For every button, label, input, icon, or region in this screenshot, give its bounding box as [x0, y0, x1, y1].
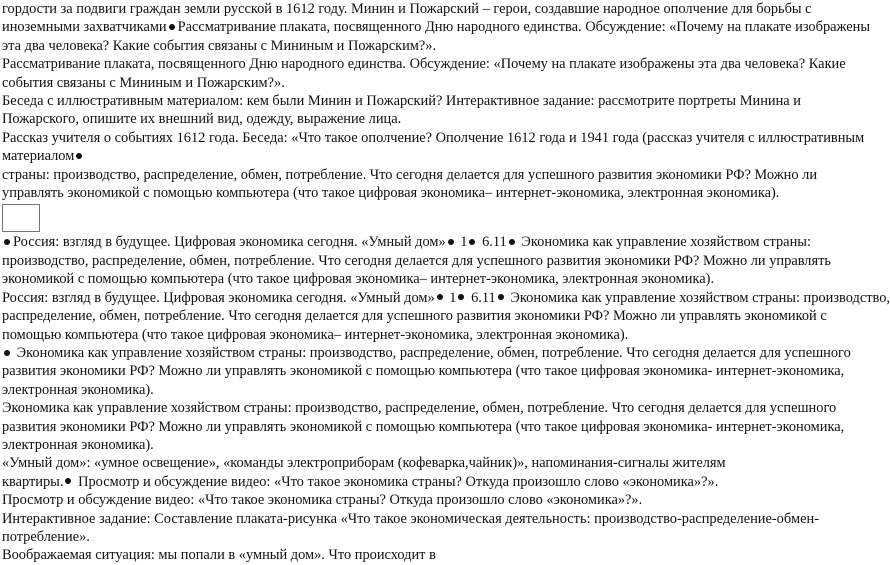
text-line: производство, распределение, обмен, потребление. Что сегодня делается для успешного развития экономики РФ? Можно ли управлять — [2, 252, 831, 269]
bullet-icon — [437, 294, 443, 300]
text-line: развития экономики РФ? Можно ли управлять экономикой с помощью компьютера (что такое цифровая экономика- интернет-экономика, — [2, 418, 845, 435]
text-line — [2, 147, 814, 165]
bullet-icon — [65, 478, 71, 484]
text-line: развития экономики РФ? Можно ли управлять экономикой с помощью компьютера (что такое цифровая экономика- интернет-экономика, — [2, 363, 845, 380]
text-line: экономикой с помощью компьютера (что такое цифровая экономика– интернет-экономика, электронная экономика). — [2, 271, 715, 288]
bullet-icon — [4, 350, 10, 356]
text-line — [2, 233, 814, 251]
text-line: электронная экономика). — [2, 436, 154, 453]
text-line: электронная экономика). — [2, 381, 154, 398]
text-line: Пожарского, опишите их внешний вид, одежду, выражение лица. — [2, 111, 402, 128]
text-line: Беседа с иллюстративным материалом: кем были Минин и Пожарский? Интерактивное задание: рассмотрите портреты Минина и — [2, 93, 801, 110]
text-fragment: квартиры. — [2, 473, 64, 490]
text-line: потребление». — [2, 528, 90, 545]
bullet-icon — [76, 153, 82, 159]
text-line: Рассказ учителя о событиях 1612 года. Беседа: «Что такое ополчение? Ополчение 1612 года и 1941 года (рассказ учителя с иллюстративным — [2, 129, 865, 146]
bullet-icon — [498, 294, 504, 300]
text-line — [2, 344, 851, 362]
text-line: Рассматривание плаката, посвященного Дню народного единства. Обсуждение: «Почему на плакате изображены эта два человека? Какие — [2, 56, 846, 73]
text-fragment: иноземными захватчиками — [2, 19, 167, 36]
text-line: помощью компьютера (что такое цифровая экономика– интернет-экономика, электронная экономика). — [2, 326, 629, 343]
empty-frame — [2, 204, 40, 232]
bullet-icon — [458, 294, 464, 300]
text-line: гордости за подвиги граждан земли русской в 1612 году. Минин и Пожарский – герои, создавшие народное ополчение для борьбы с — [2, 1, 812, 17]
text-line: распределение, обмен, потребление. Что сегодня делается для успешного развития экономики РФ? Можно ли управлять экономикой с — [2, 308, 827, 325]
text-fragment: Россия: взгляд в будущее. Цифровая экономика сегодня. «Умный дом» — [13, 234, 446, 251]
bullet-icon — [469, 239, 475, 245]
text-line: страны: производство, распределение, обмен, потребление. Что сегодня делается для успешного развития экономики РФ? Можно ли — [2, 166, 818, 183]
text-line — [2, 289, 890, 307]
text-line: Экономика как управление хозяйством страны: производство, распределение, обмен, потребление. Что сегодня делается для успешного — [2, 400, 837, 417]
text-line: Просмотр и обсуждение видео: «Что такое экономика страны? Откуда произошло слово «экономика»?». — [2, 492, 643, 509]
text-line: Воображаемая ситуация: мы попали в «умный дом». Что происходит в — [2, 547, 436, 564]
text-line: управлять экономикой с помощью компьютера (что такое цифровая экономика– интернет-экономика, электронная экономика). — [2, 185, 780, 202]
text-line: события связаны с Мининым и Пожарским?». — [2, 74, 285, 91]
text-line: эта два человека? Какие события связаны с Мининым и Пожарским?». — [2, 37, 437, 54]
text-line: «Умный дом»: «умное освещение», «команды электроприборам (кофеварка,чайник)», напоминания-сигналы жителям — [2, 455, 726, 472]
text-line — [2, 473, 814, 491]
text-fragment: Рассматривание плаката, посвященного Дню народного единства. Обсуждение: «Почему на плакате изображены — [177, 19, 871, 36]
text-line: Интерактивное задание: Составление плаката-рисунка «Что такое экономическая деятельность: производство-распределение-обмен- — [2, 510, 820, 527]
bullet-icon — [509, 239, 515, 245]
text-fragment: 1 — [449, 289, 457, 306]
text-line — [2, 18, 871, 36]
text-fragment: Экономика как управление хозяйством страны: — [521, 234, 811, 251]
bullet-icon — [169, 24, 175, 30]
bullet-icon — [4, 239, 10, 245]
text-fragment: 6.11 — [471, 289, 496, 306]
text-fragment: материалом — [2, 148, 75, 165]
text-fragment: Просмотр и обсуждение видео: «Что такое экономика страны? Откуда произошло слово «экономика»?». — [78, 473, 719, 490]
text-fragment: Россия: взгляд в будущее. Цифровая экономика сегодня. «Умный дом» — [2, 289, 435, 306]
text-fragment: Экономика как управление хозяйством страны: производство, — [510, 289, 890, 306]
text-fragment: 1 — [460, 234, 468, 251]
text-fragment: Экономика как управление хозяйством страны: производство, распределение, обмен, потребление. Что сегодня делается для успешного — [16, 344, 851, 361]
bullet-icon — [448, 239, 454, 245]
text-fragment: 6.11 — [482, 234, 507, 251]
